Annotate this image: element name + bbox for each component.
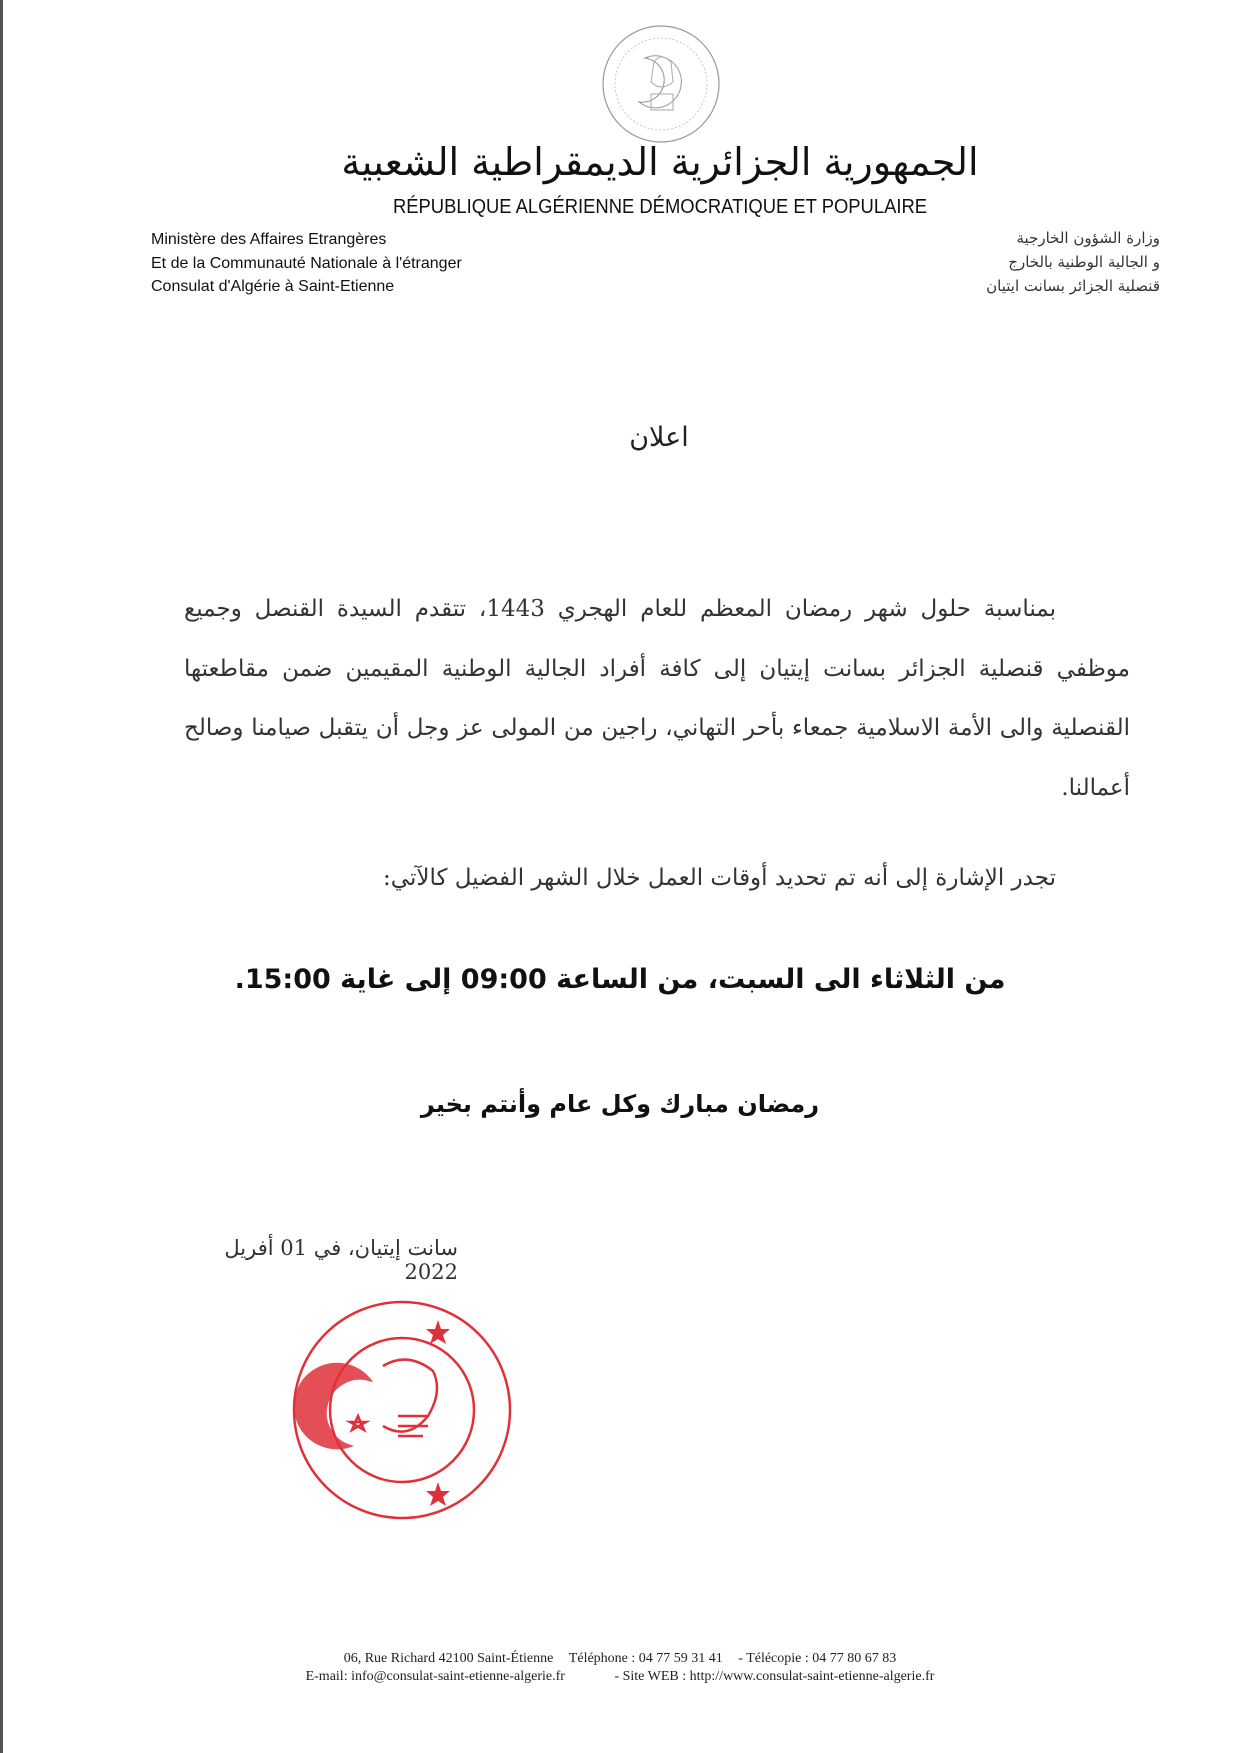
announcement-paragraph: بمناسبة حلول شهر رمضان المعظم للعام الهجري 1443، تتقدم السيدة القنصل وجميع موظفي قنصلية الجزائر بسانت إيتيان إلى كافة أفراد الجالية الوطنية المقيمين ضمن مقاطعتها القنصلية والى الأمة الاسلامية جمعاء بأحر التهاني، راجين من المولى عز وجل أن يتقبل صيامنا وصالح أعمالنا. xyxy=(184,596,1130,801)
ministry-block-arabic xyxy=(986,226,1160,298)
footer-contact xyxy=(0,1650,1240,1686)
footer-phone: Téléphone : 04 77 59 31 41 xyxy=(568,1651,723,1666)
consulate-line: قنصلية الجزائر بسانت ايتيان xyxy=(986,277,1160,295)
footer-website[interactable]: - Site WEB : http://www.consulat-saint-etienne-algerie.fr xyxy=(614,1669,935,1684)
consulate-stamp-icon xyxy=(288,1296,516,1524)
footer-address: 06, Rue Richard 42100 Saint-Étienne xyxy=(343,1651,554,1666)
announcement-heading: اعلان xyxy=(629,422,689,453)
french-republic-title: RÉPUBLIQUE ALGÉRIENNE DÉMOCRATIQUE ET POPULAIRE xyxy=(392,196,928,218)
ministry-block-french xyxy=(151,228,462,299)
consulate-line: Consulat d'Algérie à Saint-Etienne xyxy=(151,278,395,295)
ramadan-greeting: رمضان مبارك وكل عام وأنتم بخير xyxy=(420,1090,820,1118)
working-hours-note: تجدر الإشارة إلى أنه تم تحديد أوقات العمل خلال الشهر الفضيل كالآتي: xyxy=(383,865,1056,891)
algeria-emblem-icon xyxy=(599,22,723,146)
footer-email[interactable]: E-mail: info@consulat-saint-etienne-algerie.fr xyxy=(305,1669,565,1684)
ministry-line: وزارة الشؤون الخارجية xyxy=(1016,229,1160,247)
ministry-line: Ministère des Affaires Etrangères xyxy=(151,231,387,248)
footer-fax: - Télécopie : 04 77 80 67 83 xyxy=(738,1651,897,1666)
scan-edge xyxy=(0,0,3,1753)
arabic-republic-title: الجمهورية الجزائرية الديمقراطية الشعبية xyxy=(341,140,979,184)
ministry-line: Et de la Communauté Nationale à l'étranger xyxy=(151,254,462,272)
ministry-line: و الجالية الوطنية بالخارج xyxy=(1008,253,1160,271)
working-hours: من الثلاثاء الى السبت، من الساعة 09:00 إلى غاية 15:00. xyxy=(234,964,1006,995)
date-line: سانت إيتيان، في 01 أفريل 2022 xyxy=(224,1236,458,1284)
